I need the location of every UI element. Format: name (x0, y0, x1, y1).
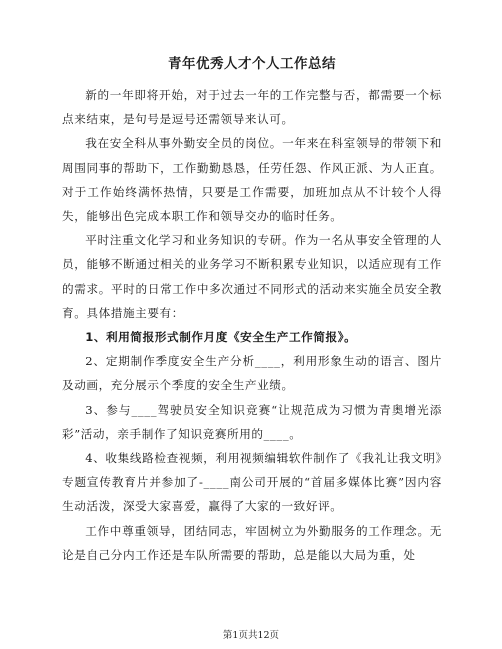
document-title: 青年优秀人才个人工作总结 (168, 56, 336, 72)
list-item-3: 3、参与____驾驶员安全知识竞赛“让规范成为习惯为青奥增光添彩”活动，亲手制作了知识竞赛所用的____。 (62, 402, 442, 441)
page-number-footer: 第1页共12页 (222, 630, 280, 641)
list-item-4: 4、收集线路检查视频，利用视频编辑软件制作了《我礼让我文明》专题宣传教育片并参加了-____南公司开展的“首届多媒体比赛”因内容生动活泼，深受大家喜爱，赢得了大家的一致好评。 (62, 451, 442, 514)
list-item-2: 2、定期制作季度安全生产分析____，利用形象生动的语言、图片及动画，充分展示个季度的安全生产业绩。 (62, 354, 442, 393)
list-item-1: 1、利用简报形式制作月度《安全生产工作简报》。 (85, 330, 357, 345)
paragraph-role: 我在安全科从事外勤安全员的岗位。一年来在科室领导的带领下和周围同事的帮助下，工作勤勤恳恳，任劳任怨、作风正派、为人正直。对于工作始终满怀热情，只要是工作需要，加班加点从不计较个人得失，能够出色完成本职工作和领导交办的临时任务。 (62, 136, 442, 224)
document-body (62, 55, 442, 567)
paragraph-intro: 新的一年即将开始，对于过去一年的工作完整与否，都需要一个标点来结束，是句号是逗号还需领导来认可。 (62, 88, 442, 127)
paragraph-study: 平时注重文化学习和业务知识的专研。作为一名从事安全管理的人员，能够不断通过相关的业务学习不断积累专业知识，以适应现有工作的需求。平时的日常工作中多次通过不同形式的活动来实施全员安全教育。具体措施主要有： (62, 233, 442, 320)
paragraph-teamwork: 工作中尊重领导，团结同志，牢固树立为外勤服务的工作理念。无论是自己分内工作还是车队所需要的帮助，总是能以大局为重，处 (62, 523, 442, 562)
